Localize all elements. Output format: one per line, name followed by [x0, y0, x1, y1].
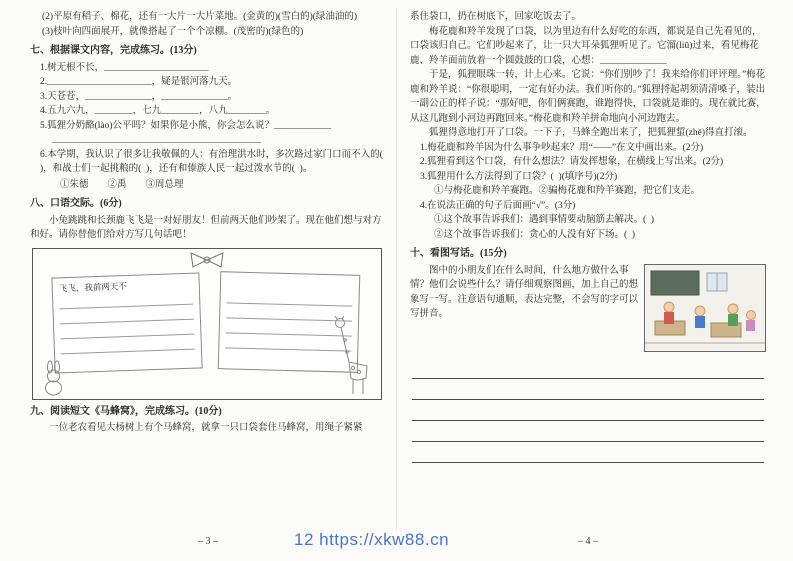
q7-item-6-choices: ①朱德 ②禹 ③周总理 [60, 179, 184, 190]
dialog-writing-box [32, 248, 382, 400]
q9-question-3-options: ①与梅花鹿和羚羊赛跑。②骗梅花鹿和羚羊赛跑，把它们支走。 [434, 186, 701, 196]
q7-item-2: 2.______________________，疑是银河落九天。 [40, 77, 238, 87]
passage-continuation: 系住袋口，扔在树底下，回家吃饭去了。 [410, 12, 582, 22]
writing-line [412, 421, 764, 442]
page-number-3: – 3 – [198, 536, 218, 547]
classroom-illustration [644, 264, 766, 352]
section-10-title: 十、看图写话。(15分) [410, 248, 507, 259]
section-8-intro: 小兔跳跳和长颈鹿飞飞是一对好朋友！但前两天他们吵架了。现在他们想与对方和好。请你替他们给对方写几句话吧！ [30, 215, 382, 240]
writing-line [412, 379, 764, 400]
section-8-title: 八、口语交际。(6分) [30, 198, 122, 209]
q9-question-4-option-2: ②这个故事告诉我们：贪心的人没有好下场。( ) [434, 229, 636, 240]
writing-lines [410, 358, 766, 463]
q9-question-4-option-1: ①这个故事告诉我们：遇到事情要动脑筋去解决。( ) [434, 215, 655, 225]
passage-para-3: 于是，狐狸眼珠一转，计上心来。它说：“你们别吵了！我来给你们评评理。”梅花鹿和羚羊说：“你很聪明，一定有好办法。我们听你的。”狐狸捋起胡须清清嗓子，装出一副公正的样子说：“那好吧，你们俩赛跑，谁跑得快，口袋就是谁的。现在就比赛，从这儿跑到小河边再跑回来。”梅花鹿和羚羊拼命地向小河边跑去。 [410, 70, 766, 124]
page-number-4: – 4 – [578, 536, 598, 547]
q9-question-3: 3.狐狸用什么方法得到了口袋？( )(填序号)(2分) [420, 171, 618, 182]
writing-line [412, 442, 764, 463]
section-7-title: 七、根据课文内容，完成练习。(13分) [30, 45, 197, 56]
q7-item-4: 4.五九六九，________，七九________，八九________。 [40, 106, 276, 116]
q7-item-6: 6.本学期，我认识了很多让我敬佩的人：有治理洪水时，多次路过家门口而不入的( )，和战士们一起挑粮的( )，还有和傣族人民一起过泼水节的( )。 [40, 149, 388, 174]
section-10-intro: 图中的小朋友们在什么时间，什么地方做什么事情？他们会说些什么？请仔细观察图画，加上自己的想象写一写。注意语句通顺，表达完整，不会写的字可以写拼音。 [410, 265, 639, 319]
q7-item-5: 5.狐狸分奶酪(lào)公平吗？如果你是小熊，你会怎么说？____________ [40, 120, 332, 131]
page-4 [410, 10, 766, 463]
q7-item-5-answer-line: ____________________________________________ [52, 135, 261, 145]
q9-question-4: 4.在说法正确的句子后面画“√”。(3分) [420, 200, 576, 211]
section-9-title: 九、阅读短文《马蜂窝》，完成练习。(10分) [30, 405, 222, 417]
passage-first-line: 一位老农看见大杨树上有个马蜂窝，就拿一只口袋套住马蜂窝，用绳子紧紧 [49, 423, 363, 433]
q7-item-3: 3.天苍苍，______________，______________。 [40, 91, 238, 102]
giraffe-icon [329, 316, 373, 396]
passage-para-4: 狐狸得意地打开了口袋。一下子，马蜂全跑出来了，把狐狸蜇(zhē)得直打滚。 [429, 128, 753, 138]
rabbit-icon [41, 360, 67, 396]
q9-question-2: 2.狐狸看到这个口袋，有什么想法？请发挥想象，在横线上写出来。(2分) [420, 157, 724, 167]
q7-item-1: 1.树无根不长，______________________ [40, 62, 209, 73]
section-10-block [410, 264, 766, 352]
carryover-item-2: (2)平原有稻子、棉花，还有一大片一大片菜地。(金黄的)(雪白的)(绿油油的) [42, 12, 358, 22]
note-card-1 [51, 272, 202, 373]
note-card-1-text: 飞飞，我前两天不 [58, 280, 127, 293]
q9-question-1: 1.梅花鹿和羚羊因为什么事争吵起来？用“——”在文中画出来。(2分) [420, 142, 704, 153]
watermark: 12 https://xkw88.cn [294, 530, 450, 549]
writing-line [412, 358, 764, 379]
bow-icon [186, 251, 228, 269]
page-3 [30, 10, 388, 436]
passage-para-2: 梅花鹿和羚羊发现了口袋，以为里边有什么好吃的东西，都说是自己先看见的，口袋该归自己。它们吵起来了，让一只大耳朵狐狸听见了。它溜(liū)过来，看见梅花鹿、羚羊面前放着一个圆鼓鼓的口袋，心想：______________ [410, 26, 762, 66]
carryover-item-3: (3)枝叶向四面展开，就像搭起了一个个凉棚。(茂密的)(绿色的) [42, 26, 304, 37]
writing-line [412, 400, 764, 421]
page-gutter [396, 8, 397, 530]
